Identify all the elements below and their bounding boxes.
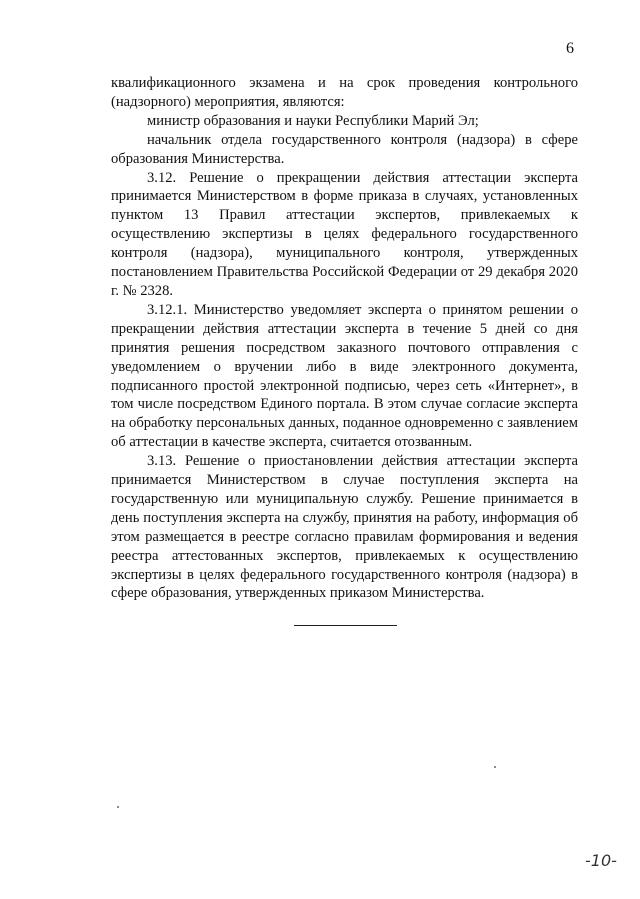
paragraph-continuation: квалификационного экзамена и на срок проведения контрольного (надзорного) мероприятия, являются: [111, 75, 578, 110]
end-of-text-divider [294, 625, 397, 626]
scan-speck [494, 766, 496, 768]
paragraph-3-12-1: 3.12.1. Министерство уведомляет эксперта о принятом решении о прекращении действия аттестации эксперта в течение 5 дней со дня принятия решения посредством заказного почтового отправления с уведомлением о вручении либо в виде электронного документа, подписанного простой электронной подписью, через сеть «Интернет», в том числе посредством Единого портала. В этом случае согласие эксперта на обработку персональных данных, поданное одновременно с заявлением об аттестации в качестве эксперта, считается отозванным. [111, 301, 578, 451]
scan-speck [117, 806, 119, 808]
paragraph-department-head: начальник отдела государственного контроля (надзора) в сфере образования Министерства. [111, 131, 578, 167]
paragraph-minister: министр образования и науки Республики Марий Эл; [147, 112, 479, 129]
paragraph-3-13: 3.13. Решение о приостановлении действия аттестации эксперта принимается Министерством в случае поступления эксперта на государственную или муниципальную службу. Решение принимается в день поступления эксперта на службу, принятия на работу, информация об этом размещается в реестре согласно правилам формирования и ведения реестра аттестованных экспертов, привлекаемых к осуществлению экспертизы в целях федерального государственного контроля (надзора) в сфере образования, утвержденных приказом Министерства. [111, 453, 578, 602]
handwritten-page-mark: -10- [585, 851, 617, 870]
paragraph-3-12: 3.12. Решение о прекращении действия аттестации эксперта принимается Министерством в форме приказа в случаях, установленных пунктом 13 Правил аттестации экспертов, привлекаемых к осуществлению экспертизы в целях федерального государственного контроля (надзора), муниципального контроля, утвержденных постановлением Правительства Российской Федерации от 29 декабря 2020 г. № 2328. [111, 169, 578, 299]
document-body [111, 74, 578, 603]
page-number: 6 [566, 40, 574, 57]
